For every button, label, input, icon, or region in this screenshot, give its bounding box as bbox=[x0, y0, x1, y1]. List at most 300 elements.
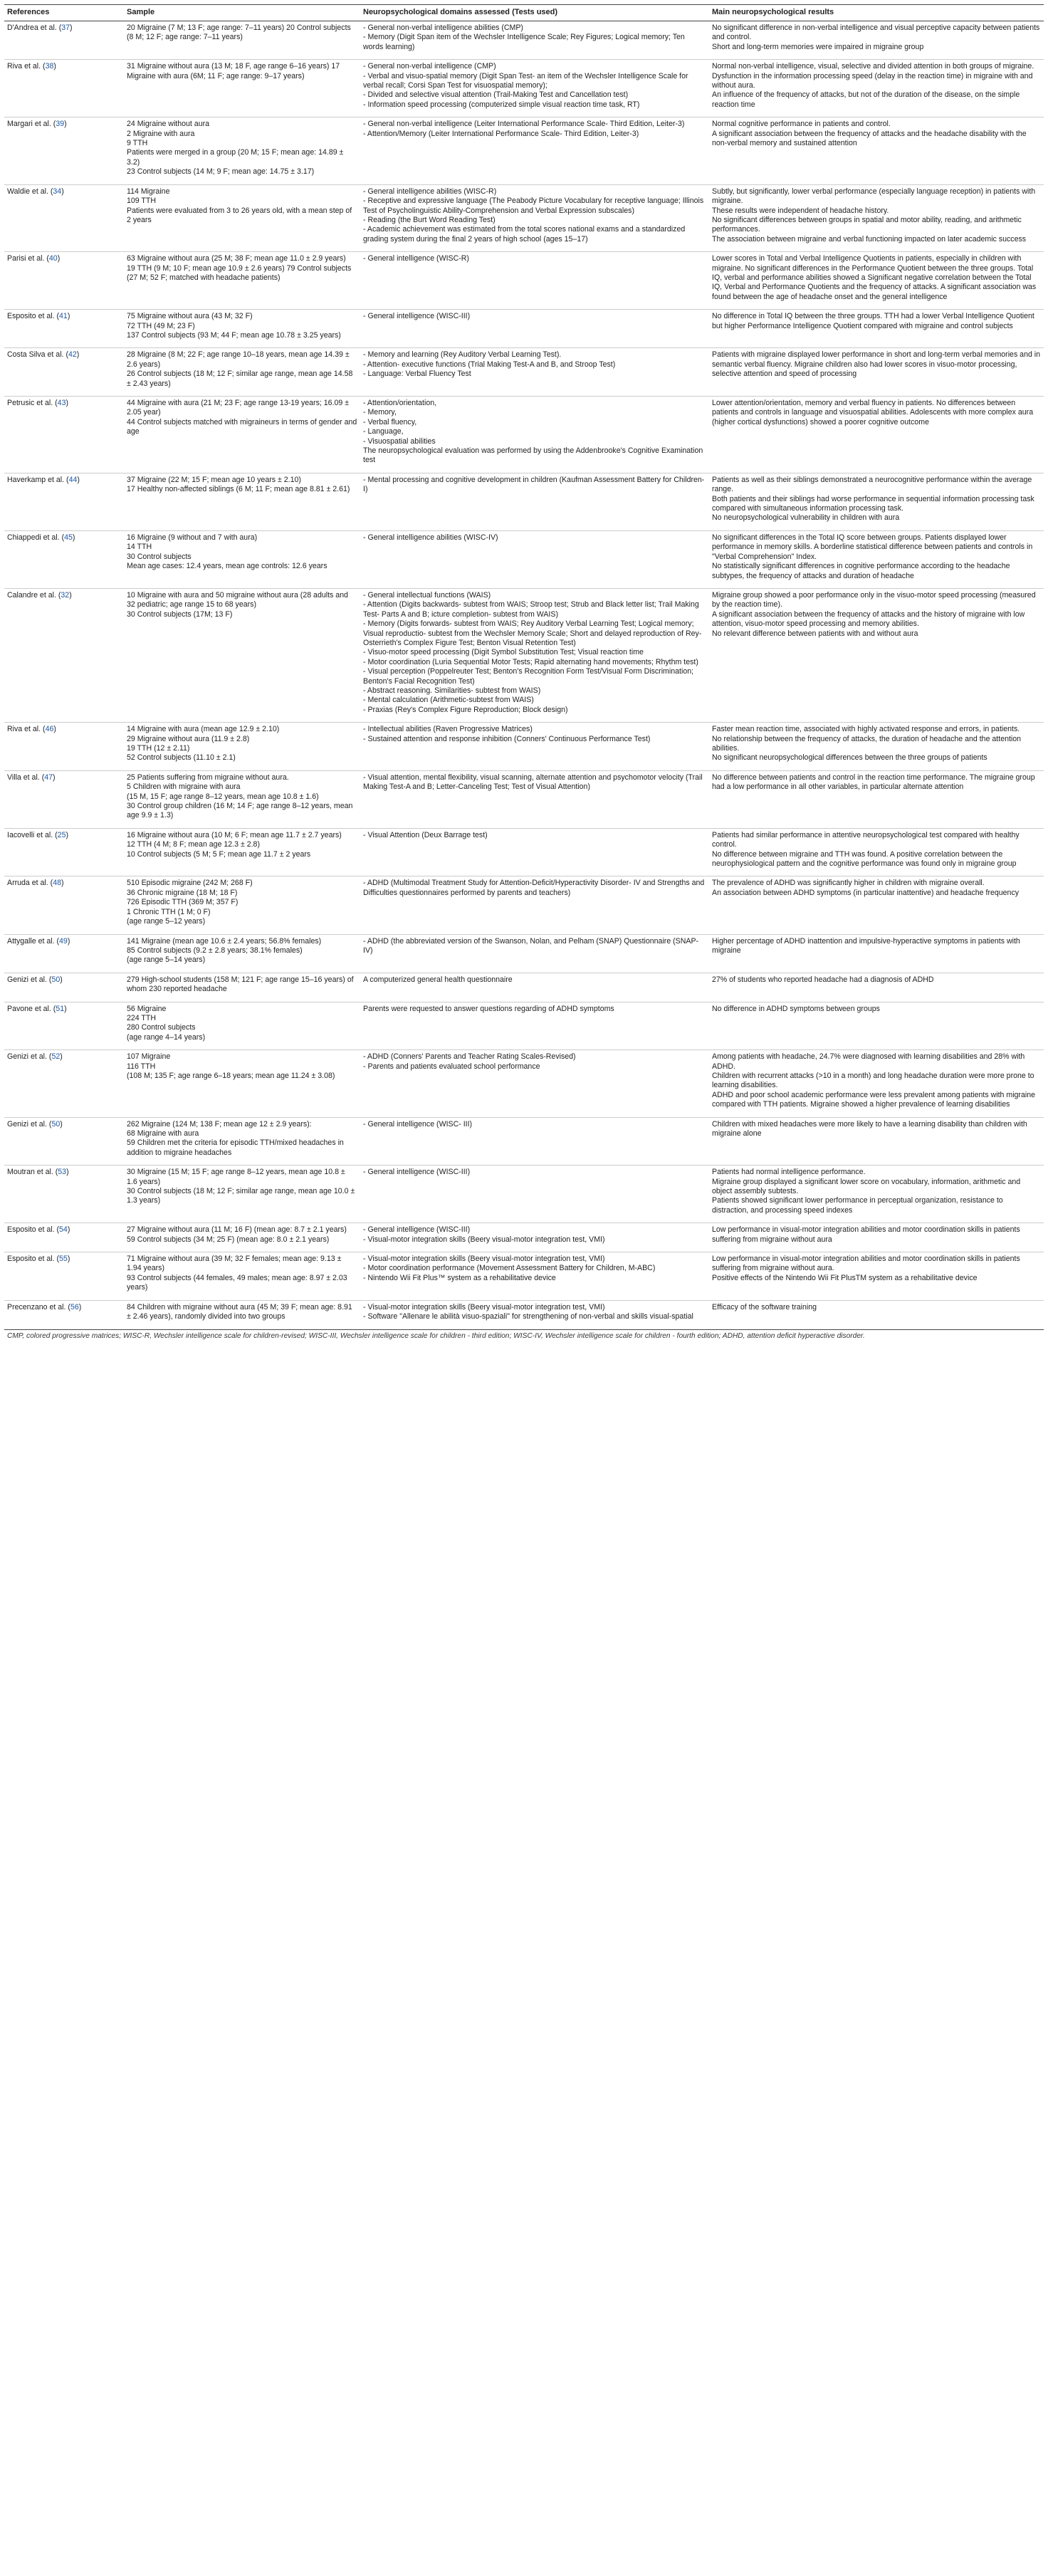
result-line: Patients had similar performance in attentive neuropsychological test compared with healthy control. bbox=[712, 830, 1020, 849]
reference-link[interactable]: 39 bbox=[56, 120, 65, 129]
reference-cell: Moutran et al. (53) bbox=[4, 1166, 124, 1223]
sample-line: 29 Migraine without aura (11.9 ± 2.8) bbox=[127, 734, 250, 743]
domains-cell bbox=[360, 723, 709, 771]
sample-cell bbox=[124, 117, 360, 184]
result-line: No relevant difference between patients with and without aura bbox=[712, 629, 918, 638]
domain-line: - General intelligence (WISC- III) bbox=[363, 1119, 473, 1129]
table-row bbox=[4, 876, 1044, 934]
result-line: Patients had normal intelligence performance. bbox=[712, 1168, 866, 1177]
reference-cell: Esposito et al. (54) bbox=[4, 1223, 124, 1252]
reference-author: Attygalle et al. bbox=[7, 936, 55, 946]
reference-cell: Waldie et al. (34) bbox=[4, 184, 124, 251]
sample-line: 30 Control group children (16 M; 14 F; age range 8–12 years, mean age 9.9 ± 1.3) bbox=[127, 802, 353, 820]
results-cell bbox=[709, 770, 1044, 828]
results-cell bbox=[709, 348, 1044, 397]
domain-line: - Divided and selective visual attention (Trail-Making Test and Cancellation test) bbox=[363, 90, 629, 100]
domain-line: - Memory (Digits forwards- subtest from WAIS; Rey Auditory Verbal Learning Test; Logical memory; Visual reproductio- subtest from the Wechsler Memory Scale; Short and delayed reproduction of Rey-Osterrieth's Complex Figure Test; Benton Visual Retention Test) bbox=[363, 619, 702, 647]
table-footnote: CMP, colored progressive matrices; WISC-R, Wechsler intelligence scale for children-revised; WISC-III, Wechsler intelligence scale for children - third edition; WISC-IV, Wechsler intelligence scale for children - fourth edition; ADHD, attention deficit hyperactive disorder. bbox=[7, 1331, 865, 1340]
domain-line: The neuropsychological evaluation was performed by using the Addenbrooke's Cognitive Examination test bbox=[363, 446, 703, 465]
reference-author: Esposito et al. bbox=[7, 1225, 55, 1235]
domains-cell bbox=[360, 473, 709, 530]
sample-line: 85 Control subjects (9.2 ± 2.8 years; 38.1% females) bbox=[127, 946, 303, 955]
sample-cell bbox=[124, 1223, 360, 1252]
reference-link[interactable]: 48 bbox=[53, 879, 61, 888]
sample-line: 72 TTH (49 M; 23 F) bbox=[127, 321, 195, 330]
sample-line: 24 Migraine without aura bbox=[127, 120, 210, 129]
results-cell bbox=[709, 1223, 1044, 1252]
domain-line: - General intelligence (WISC-III) bbox=[363, 312, 471, 321]
domain-line: - Attention (Digits backwards- subtest from WAIS; Stroop test; Strub and Black letter list; Trail Making Test- Parts A and B; icture completion- subtest from WAIS) bbox=[363, 600, 699, 619]
reference-link[interactable]: 40 bbox=[48, 254, 58, 263]
domains-cell bbox=[360, 1300, 709, 1329]
table-row bbox=[4, 1166, 1044, 1223]
reference-cell: Parisi et al. (40) bbox=[4, 252, 124, 310]
results-cell bbox=[709, 876, 1044, 934]
reference-author: Moutran et al. bbox=[7, 1168, 53, 1177]
table-row bbox=[4, 252, 1044, 310]
results-cell bbox=[709, 828, 1044, 876]
reference-author: Petrusic et al. bbox=[7, 399, 53, 407]
table-header-row bbox=[4, 5, 1044, 21]
result-line: Normal cognitive performance in patients and control. bbox=[712, 120, 891, 129]
reference-author: Genizi et al. bbox=[7, 975, 47, 984]
table-row bbox=[4, 973, 1044, 1002]
result-line: No neuropsychological vulnerability in children with aura bbox=[712, 513, 900, 523]
domain-line: - Receptive and expressive language (The Peabody Picture Vocabulary for receptive language; Illinois Test of Psycholinguistic Ability-Comprehension and Verbal Expression subscales) bbox=[363, 197, 704, 215]
sample-line: 75 Migraine without aura (43 M; 32 F) bbox=[127, 312, 253, 321]
reference-author: Margari et al. bbox=[7, 120, 51, 129]
domains-cell bbox=[360, 1166, 709, 1223]
sample-cell bbox=[124, 184, 360, 251]
sample-line: 30 Control subjects (17M; 13 F) bbox=[127, 609, 233, 619]
reference-author: Riva et al. bbox=[7, 62, 41, 71]
reference-link[interactable]: 50 bbox=[51, 975, 61, 984]
result-line: No significant neuropsychological differences between the three groups of patients bbox=[712, 753, 987, 763]
result-line: Positive effects of the Nintendo Wii Fit PlusTM system as a rehabilitative device bbox=[712, 1273, 978, 1282]
sample-line: 31 Migraine without aura (13 M; 18 F, age range 6–16 years) 17 Migraine with aura (6M; 11 F; age range: 9–17 years) bbox=[127, 62, 340, 80]
reference-link[interactable]: 53 bbox=[58, 1168, 67, 1177]
studies-table bbox=[4, 4, 1044, 1330]
domain-line: - Motor coordination performance (Movement Assessment Battery for Children, M-ABC) bbox=[363, 1264, 656, 1273]
domain-line: - Parents and patients evaluated school performance bbox=[363, 1062, 540, 1071]
reference-link[interactable]: 56 bbox=[70, 1302, 79, 1311]
domains-cell bbox=[360, 973, 709, 1002]
domains-cell bbox=[360, 1050, 709, 1117]
sample-line: 726 Episodic TTH (369 M; 357 F) bbox=[127, 898, 239, 907]
domain-line: - Visuospatial abilities bbox=[363, 436, 436, 446]
result-line: Efficacy of the software training bbox=[712, 1302, 817, 1311]
results-cell bbox=[709, 1252, 1044, 1301]
sample-cell bbox=[124, 876, 360, 934]
table-row bbox=[4, 184, 1044, 251]
sample-line: 25 Patients suffering from migraine without aura. bbox=[127, 773, 289, 782]
domain-line: - Verbal fluency, bbox=[363, 417, 417, 426]
result-line: Among patients with headache, 24.7% were diagnosed with learning disabilities and 28% with ADHD. bbox=[712, 1052, 1025, 1071]
table-row bbox=[4, 1252, 1044, 1301]
domain-line: - Academic achievement was estimated from the total scores national exams and a standardized grading system during the final 2 years of high school (ages 15–17) bbox=[363, 225, 686, 244]
domain-line: - Visual-motor integration skills (Beery visual-motor integration test, VMI) bbox=[363, 1255, 605, 1264]
sample-line: 107 Migraine bbox=[127, 1052, 171, 1062]
sample-line: 26 Control subjects (18 M; 12 F; similar age range, mean age 14.58 ± 2.43 years) bbox=[127, 370, 353, 388]
table-row bbox=[4, 348, 1044, 397]
results-cell bbox=[709, 21, 1044, 60]
table-body bbox=[4, 21, 1044, 1330]
domain-line: - Visual attention, mental flexibility, visual scanning, alternate attention and psychomotor velocity (Trail Making Test-A and B; Letter-Canceling Test; Test of Visual Attention) bbox=[363, 773, 703, 792]
results-cell bbox=[709, 973, 1044, 1002]
reference-link[interactable]: 32 bbox=[61, 590, 70, 600]
reference-cell: Precenzano et al. (56) bbox=[4, 1300, 124, 1329]
result-line: Patients with migraine displayed lower performance in short and long-term verbal memories and in semantic verbal fluency. Migraine children also had lower scores in visuo-motor processing, selective attention and speed of processing bbox=[712, 350, 1041, 379]
results-cell bbox=[709, 184, 1044, 251]
sample-line: 93 Control subjects (44 females, 49 males; mean age: 8.97 ± 2.03 years) bbox=[127, 1273, 347, 1292]
reference-link[interactable]: 52 bbox=[51, 1052, 61, 1062]
sample-line: Patients were evaluated from 3 to 26 years old, with a mean step of 2 years bbox=[127, 206, 352, 224]
reference-cell: Petrusic et al. (43) bbox=[4, 397, 124, 473]
sample-line: 109 TTH bbox=[127, 197, 157, 206]
sample-line: 137 Control subjects (93 M; 44 F; mean age 10.78 ± 3.25 years) bbox=[127, 330, 341, 340]
results-cell bbox=[709, 310, 1044, 348]
results-cell bbox=[709, 934, 1044, 973]
reference-cell: Pavone et al. (51) bbox=[4, 1002, 124, 1050]
table-row bbox=[4, 530, 1044, 588]
sample-line: 52 Control subjects (11.10 ± 2.1) bbox=[127, 753, 236, 763]
reference-link[interactable]: 55 bbox=[59, 1255, 68, 1264]
result-line: No relationship between the frequency of attacks, the duration of headache and the attention abilities. bbox=[712, 734, 1022, 753]
reference-link[interactable]: 38 bbox=[45, 62, 54, 71]
results-cell bbox=[709, 1166, 1044, 1223]
sample-line: Mean age cases: 12.4 years, mean age controls: 12.6 years bbox=[127, 562, 328, 571]
result-line: An influence of the frequency of attacks, but not of the duration of the disease, on the simple reaction time bbox=[712, 90, 1020, 109]
table-row bbox=[4, 588, 1044, 722]
reference-cell: Haverkamp et al. (44) bbox=[4, 473, 124, 530]
reference-cell: Costa Silva et al. (42) bbox=[4, 348, 124, 397]
result-line: No difference in ADHD symptoms between groups bbox=[712, 1004, 880, 1013]
results-cell bbox=[709, 1050, 1044, 1117]
reference-author: Arruda et al. bbox=[7, 879, 48, 888]
table-row bbox=[4, 723, 1044, 771]
reference-author: Haverkamp et al. bbox=[7, 475, 65, 484]
reference-cell: Villa et al. (47) bbox=[4, 770, 124, 828]
sample-line: 30 Migraine (15 M; 15 F; age range 8–12 years, mean age 10.8 ± 1.6 years) bbox=[127, 1168, 345, 1186]
sample-line: 10 Control subjects (5 M; 5 F; mean age 11.7 ± 2 years bbox=[127, 849, 311, 859]
domains-cell bbox=[360, 252, 709, 310]
table-row bbox=[4, 828, 1044, 876]
sample-cell bbox=[124, 934, 360, 973]
result-line: Children with recurrent attacks (>10 in a month) and long headache duration were more prone to learning disabilities. bbox=[712, 1071, 1034, 1090]
table-row bbox=[4, 397, 1044, 473]
results-cell bbox=[709, 723, 1044, 771]
sample-line: 16 Migraine (9 without and 7 with aura) bbox=[127, 533, 258, 542]
result-line: The prevalence of ADHD was significantly higher in children with migraine overall. bbox=[712, 879, 985, 888]
sample-line: 14 Migraine with aura (mean age 12.9 ± 2.10) bbox=[127, 725, 280, 734]
sample-cell bbox=[124, 60, 360, 117]
sample-line: 37 Migraine (22 M; 15 F; mean age 10 years ± 2.10) bbox=[127, 475, 301, 484]
result-line: No significant differences in the Total IQ score between groups. Patients displayed lower performance in memory skills. A borderline statistical difference between patients and controls in "Verbal Comprehension" Index. bbox=[712, 533, 1033, 561]
sample-cell bbox=[124, 973, 360, 1002]
domain-line: - Language, bbox=[363, 427, 404, 436]
table-row bbox=[4, 1117, 1044, 1166]
domain-line: - Attention/orientation, bbox=[363, 399, 437, 407]
domain-line: - Nintendo Wii Fit Plus™ system as a rehabilitative device bbox=[363, 1273, 556, 1282]
sample-line: 30 Control subjects (18 M; 12 F; similar age range, mean age 10.0 ± 1.3 years) bbox=[127, 1187, 355, 1205]
result-line: No statistically significant differences in cognitive performance according to the headache subtypes, the frequency of attacks and duration of headache bbox=[712, 562, 1010, 580]
sample-line: 27 Migraine without aura (11 M; 16 F) (mean age: 8.7 ± 2.1 years) bbox=[127, 1225, 347, 1235]
table-row bbox=[4, 21, 1044, 60]
results-cell bbox=[709, 1002, 1044, 1050]
domains-cell bbox=[360, 934, 709, 973]
results-cell bbox=[709, 60, 1044, 117]
domains-cell bbox=[360, 348, 709, 397]
result-line: 27% of students who reported headache had a diagnosis of ADHD bbox=[712, 975, 934, 984]
domain-line: - Abstract reasoning. Similarities- subtest from WAIS) bbox=[363, 686, 541, 695]
sample-line: 84 Children with migraine without aura (45 M; 39 F; mean age: 8.91 ± 2.46 years), randomly divided into two groups bbox=[127, 1302, 352, 1321]
result-line: Normal non-verbal intelligence, visual, selective and divided attention in both groups of migraine. bbox=[712, 62, 1034, 71]
domains-cell bbox=[360, 21, 709, 60]
reference-link[interactable]: 25 bbox=[57, 830, 66, 839]
result-line: Subtly, but significantly, lower verbal performance (especially language reception) in patients with migraine. bbox=[712, 187, 1036, 206]
reference-link[interactable]: 41 bbox=[59, 312, 68, 321]
domain-line: - General intelligence (WISC-III) bbox=[363, 1225, 471, 1235]
domains-cell bbox=[360, 184, 709, 251]
result-line: Faster mean reaction time, associated with highly activated response and errors, in patients. bbox=[712, 725, 1020, 734]
domain-line: - General intellectual functions (WAIS) bbox=[363, 590, 491, 600]
reference-cell: Arruda et al. (48) bbox=[4, 876, 124, 934]
domain-line: - ADHD (the abbreviated version of the Swanson, Nolan, and Pelham (SNAP) Questionnaire (SNAP-IV) bbox=[363, 936, 699, 955]
domains-cell bbox=[360, 60, 709, 117]
domain-line: Parents were requested to answer questions regarding of ADHD symptoms bbox=[363, 1004, 614, 1013]
sample-line: 114 Migraine bbox=[127, 187, 170, 196]
domains-cell bbox=[360, 117, 709, 184]
reference-link[interactable]: 37 bbox=[61, 23, 70, 32]
sample-line: Patients were merged in a group (20 M; 15 F; mean age: 14.89 ± 3.2) bbox=[127, 148, 344, 167]
reference-author: Costa Silva et al. bbox=[7, 350, 64, 360]
domain-line: - ADHD (Multimodal Treatment Study for Attention-Deficit/Hyperactivity Disorder- IV and Strengths and Difficulties questionnaires performed by parents and teachers) bbox=[363, 879, 705, 897]
table-row bbox=[4, 1050, 1044, 1117]
reference-link[interactable]: 50 bbox=[51, 1119, 61, 1129]
reference-author: Genizi et al. bbox=[7, 1052, 47, 1062]
sample-line: (108 M; 135 F; age range 6–18 years; mean age 11.24 ± 3.08) bbox=[127, 1071, 335, 1080]
domains-cell bbox=[360, 876, 709, 934]
reference-link[interactable]: 42 bbox=[68, 350, 77, 360]
table-row bbox=[4, 1002, 1044, 1050]
domain-line: - Mental calculation (Arithmetic-subtest from WAIS) bbox=[363, 696, 534, 705]
header-results: Main neuropsychological results bbox=[709, 5, 1044, 21]
result-line: Children with mixed headaches were more likely to have a learning disability than children with migraine alone bbox=[712, 1119, 1027, 1138]
result-line: Dysfunction in the information processing speed (delay in the reaction time) in migraine with and without aura. bbox=[712, 71, 1033, 90]
result-line: Lower scores in Total and Verbal Intelligence Quotients in patients, especially in children with migraine. No significant differences in the Performance Quotient between the three groups. Total IQ, verbal and performance abilities showed a Significant negative correlation between the Total IQ, Verbal and Performance Quotients and the frequency of attacks. A significant association was found between the age of headache onset and the general intelligence bbox=[712, 254, 1037, 301]
domains-cell bbox=[360, 1002, 709, 1050]
domain-line: - Software "Allenare le abilità visuo-spaziali" for strengthening of non-verbal and skills visual-spatial bbox=[363, 1312, 693, 1321]
domain-line: - General non-verbal intelligence (CMP) bbox=[363, 62, 496, 71]
domain-line: - ADHD (Conners' Parents and Teacher Rating Scales-Revised) bbox=[363, 1052, 576, 1062]
results-cell bbox=[709, 1300, 1044, 1329]
sample-line: 17 Healthy non-affected siblings (6 M; 11 F; mean age 8.81 ± 2.61) bbox=[127, 485, 350, 494]
sample-cell bbox=[124, 348, 360, 397]
sample-line: 9 TTH bbox=[127, 139, 148, 148]
sample-line: 12 TTH (4 M; 8 F; mean age 12.3 ± 2.8) bbox=[127, 840, 260, 849]
results-cell bbox=[709, 530, 1044, 588]
domain-line: - Memory, bbox=[363, 408, 397, 417]
reference-link[interactable]: 47 bbox=[44, 773, 53, 782]
sample-line: 2 Migraine with aura bbox=[127, 129, 195, 138]
result-line: Low performance in visual-motor integration abilities and motor coordination skills in patients suffering from migraine without aura bbox=[712, 1225, 1020, 1244]
reference-link[interactable]: 46 bbox=[45, 725, 54, 734]
reference-cell: Genizi et al. (50) bbox=[4, 1117, 124, 1166]
table-row bbox=[4, 1223, 1044, 1252]
reference-link[interactable]: 44 bbox=[68, 475, 78, 484]
reference-link[interactable]: 54 bbox=[59, 1225, 68, 1235]
result-line: No difference in Total IQ between the three groups. TTH had a lower Verbal Intelligence Quotient but higher Performance Intelligence Quotient compared with migraine and control subjects bbox=[712, 312, 1034, 330]
domain-line: - Attention- executive functions (Trial Making Test-A and B, and Stroop Test) bbox=[363, 360, 616, 369]
sample-line: (age range 5–12 years) bbox=[127, 917, 206, 926]
domains-cell bbox=[360, 310, 709, 348]
domain-line: - Information speed processing (computerized simple visual reaction time task, RT) bbox=[363, 100, 640, 109]
reference-author: Genizi et al. bbox=[7, 1119, 47, 1129]
domain-line: - General non-verbal intelligence (Leiter International Performance Scale- Third Edition, Leiter-3) bbox=[363, 120, 685, 129]
sample-line: 68 Migraine with aura bbox=[127, 1129, 199, 1138]
sample-line: 71 Migraine without aura (39 M; 32 F females; mean age: 9.13 ± 1.94 years) bbox=[127, 1255, 342, 1273]
reference-author: Waldie et al. bbox=[7, 187, 48, 196]
sample-line: 262 Migraine (124 M; 138 F; mean age 12 ± 2.9 years): bbox=[127, 1119, 312, 1129]
table-row bbox=[4, 1300, 1044, 1329]
sample-cell bbox=[124, 588, 360, 722]
sample-line: 23 Control subjects (14 M; 9 F; mean age: 14.75 ± 3.17) bbox=[127, 167, 315, 177]
domains-cell bbox=[360, 1223, 709, 1252]
domain-line: - Sustained attention and response inhibition (Conners' Continuous Performance Test) bbox=[363, 734, 651, 743]
domains-cell bbox=[360, 397, 709, 473]
sample-cell bbox=[124, 1050, 360, 1117]
reference-cell: Chiappedi et al. (45) bbox=[4, 530, 124, 588]
reference-link[interactable]: 34 bbox=[53, 187, 62, 196]
domain-line: - Praxias (Rey's Complex Figure Reproduction; Block design) bbox=[363, 705, 568, 714]
domains-cell bbox=[360, 828, 709, 876]
result-line: No difference between patients and control in the reaction time performance. The migraine group had a low performance in all other variables, in particular alternate attention bbox=[712, 773, 1035, 792]
sample-cell bbox=[124, 397, 360, 473]
result-line: No difference between migraine and TTH was found. A positive correlation between the neurophysiological pattern and the cognitive performance was found only in migraine group bbox=[712, 849, 1017, 869]
sample-line: (15 M, 15 F; age range 8–12 years, mean age 10.8 ± 1.6) bbox=[127, 792, 319, 801]
table-row bbox=[4, 310, 1044, 348]
reference-author: Esposito et al. bbox=[7, 1255, 55, 1264]
result-line: Migraine group displayed a significant lower score on vocabulary, information, arithmetic and object assembly subtests. bbox=[712, 1177, 1021, 1196]
domain-line: - Visuo-motor speed processing (Digit Symbol Substitution Test; Visual reaction time bbox=[363, 648, 644, 657]
sample-line: 14 TTH bbox=[127, 543, 152, 552]
result-line: A significant association between the frequency of attacks and the history of migraine with low attention, visuo-motor speed processing and memory abilities. bbox=[712, 609, 1025, 629]
domain-line: - Memory and learning (Rey Auditory Verbal Learning Test). bbox=[363, 350, 562, 360]
sample-cell bbox=[124, 1252, 360, 1301]
result-line: Migraine group showed a poor performance only in the visuo-motor speed processing (measured by the reaction time). bbox=[712, 590, 1036, 609]
sample-line: 224 TTH bbox=[127, 1013, 157, 1022]
domains-cell bbox=[360, 1117, 709, 1166]
domain-line: - Motor coordination (Luria Sequential Motor Tests; Rapid alternating hand movements; Rhythm test) bbox=[363, 657, 698, 666]
table-row bbox=[4, 117, 1044, 184]
sample-cell bbox=[124, 770, 360, 828]
sample-cell bbox=[124, 1166, 360, 1223]
sample-line: 63 Migraine without aura (25 M; 38 F; mean age 11.0 ± 2.9 years) bbox=[127, 254, 346, 263]
results-cell bbox=[709, 397, 1044, 473]
domain-line: - General intelligence abilities (WISC-IV) bbox=[363, 533, 498, 542]
sample-line: 30 Control subjects bbox=[127, 552, 192, 561]
domain-line: - Memory (Digit Span item of the Wechsler Intelligence Scale; Rey Figures; Logical memory; Ten words learning) bbox=[363, 33, 685, 51]
sample-line: 279 High-school students (158 M; 121 F; age range 15–16 years) of whom 230 reported headache bbox=[127, 975, 354, 994]
domain-line: - Reading (the Burt Word Reading Test) bbox=[363, 215, 496, 224]
sample-line: 141 Migraine (mean age 10.6 ± 2.4 years; 56.8% females) bbox=[127, 936, 322, 946]
domain-line: - Attention/Memory (Leiter International Performance Scale- Third Edition, Leiter-3) bbox=[363, 129, 639, 138]
reference-link[interactable]: 49 bbox=[59, 936, 68, 946]
domains-cell bbox=[360, 770, 709, 828]
sample-line: 44 Migraine with aura (21 M; 23 F; age range 13-19 years; 16.09 ± 2.05 year) bbox=[127, 399, 350, 417]
sample-cell bbox=[124, 828, 360, 876]
reference-link[interactable]: 45 bbox=[64, 533, 73, 542]
sample-line: (age range 4–14 years) bbox=[127, 1032, 206, 1042]
result-line: Both patients and their siblings had worse performance in sequential information processing task compared with simultaneous information processing task. bbox=[712, 494, 1034, 513]
sample-line: 116 TTH bbox=[127, 1062, 156, 1071]
table-row bbox=[4, 473, 1044, 530]
domains-cell bbox=[360, 530, 709, 588]
sample-cell bbox=[124, 1002, 360, 1050]
reference-author: Chiappedi et al. bbox=[7, 533, 60, 542]
reference-link[interactable]: 43 bbox=[57, 399, 66, 407]
results-cell bbox=[709, 117, 1044, 184]
results-cell bbox=[709, 252, 1044, 310]
sample-line: 280 Control subjects bbox=[127, 1023, 196, 1032]
sample-line: 59 Children met the criteria for episodic TTH/mixed headaches in addition to migraine headaches bbox=[127, 1138, 344, 1157]
reference-author: Precenzano et al. bbox=[7, 1302, 66, 1311]
reference-author: Iacovelli et al. bbox=[7, 830, 53, 839]
reference-cell: Attygalle et al. (49) bbox=[4, 934, 124, 973]
domain-line: A computerized general health questionnaire bbox=[363, 975, 513, 984]
domain-line: - General intelligence abilities (WISC-R) bbox=[363, 187, 497, 196]
result-line: A significant association between the frequency of attacks and the headache disability with the non-verbal memory and sustained attention bbox=[712, 129, 1027, 148]
sample-line: 16 Migraine without aura (10 M; 6 F; mean age 11.7 ± 2.7 years) bbox=[127, 830, 342, 839]
domain-line: - General non-verbal intelligence abilities (CMP) bbox=[363, 23, 523, 32]
sample-line: (age range 5–14 years) bbox=[127, 955, 206, 965]
sample-line: 20 Migraine (7 M; 13 F; age range: 7–11 years) 20 Control subjects (8 M; 12 F; age range: 7–11 years) bbox=[127, 23, 351, 42]
header-domains: Neuropsychological domains assessed (Tests used) bbox=[360, 5, 709, 21]
reference-author: Parisi et al. bbox=[7, 254, 45, 263]
reference-cell: Iacovelli et al. (25) bbox=[4, 828, 124, 876]
domains-cell bbox=[360, 1252, 709, 1301]
reference-cell: Margari et al. (39) bbox=[4, 117, 124, 184]
results-cell bbox=[709, 588, 1044, 722]
domain-line: - Visual Attention (Deux Barrage test) bbox=[363, 830, 488, 839]
domain-line: - Language: Verbal Fluency Test bbox=[363, 370, 471, 379]
result-line: Higher percentage of ADHD inattention and impulsive-hyperactive symptoms in patients with migraine bbox=[712, 936, 1020, 955]
domains-cell bbox=[360, 588, 709, 722]
result-line: The association between migraine and verbal functioning impacted on later academic success bbox=[712, 234, 1027, 244]
reference-cell: Riva et al. (38) bbox=[4, 60, 124, 117]
reference-author: D'Andrea et al. bbox=[7, 23, 57, 32]
sample-line: 10 Migraine with aura and 50 migraine without aura (28 adults and 32 pediatric; age range 15 to 68 years) bbox=[127, 590, 348, 609]
result-line: No significant difference in non-verbal intelligence and visual perceptive capacity between patients and control. bbox=[712, 23, 1040, 42]
domain-line: - Visual-motor integration skills (Beery visual-motor integration test, VMI) bbox=[363, 1302, 605, 1311]
reference-cell: Esposito et al. (55) bbox=[4, 1252, 124, 1301]
reference-link[interactable]: 51 bbox=[56, 1004, 65, 1013]
sample-line: 28 Migraine (8 M; 22 F; age range 10–18 years, mean age 14.39 ± 2.6 years) bbox=[127, 350, 350, 369]
reference-cell: Riva et al. (46) bbox=[4, 723, 124, 771]
header-references: References bbox=[4, 5, 124, 21]
domain-line: - General intelligence (WISC-R) bbox=[363, 254, 469, 263]
sample-cell bbox=[124, 310, 360, 348]
result-line: No significant differences between groups in spatial and motor ability, reading, and arithmetic performances. bbox=[712, 215, 1022, 234]
result-line: An association between ADHD symptoms (in particular inattentive) and headache frequency bbox=[712, 888, 1020, 897]
sample-cell bbox=[124, 723, 360, 771]
sample-line: 36 Chronic migraine (18 M; 18 F) bbox=[127, 888, 238, 897]
results-cell bbox=[709, 473, 1044, 530]
sample-line: 19 TTH (9 M; 10 F; mean age 10.9 ± 2.6 years) 79 Control subjects (27 M; 52 F; matched with headache patients) bbox=[127, 263, 352, 282]
sample-cell bbox=[124, 473, 360, 530]
reference-cell: Genizi et al. (52) bbox=[4, 1050, 124, 1117]
domain-line: - Visual-motor integration skills (Beery visual-motor integration test, VMI) bbox=[363, 1235, 605, 1244]
